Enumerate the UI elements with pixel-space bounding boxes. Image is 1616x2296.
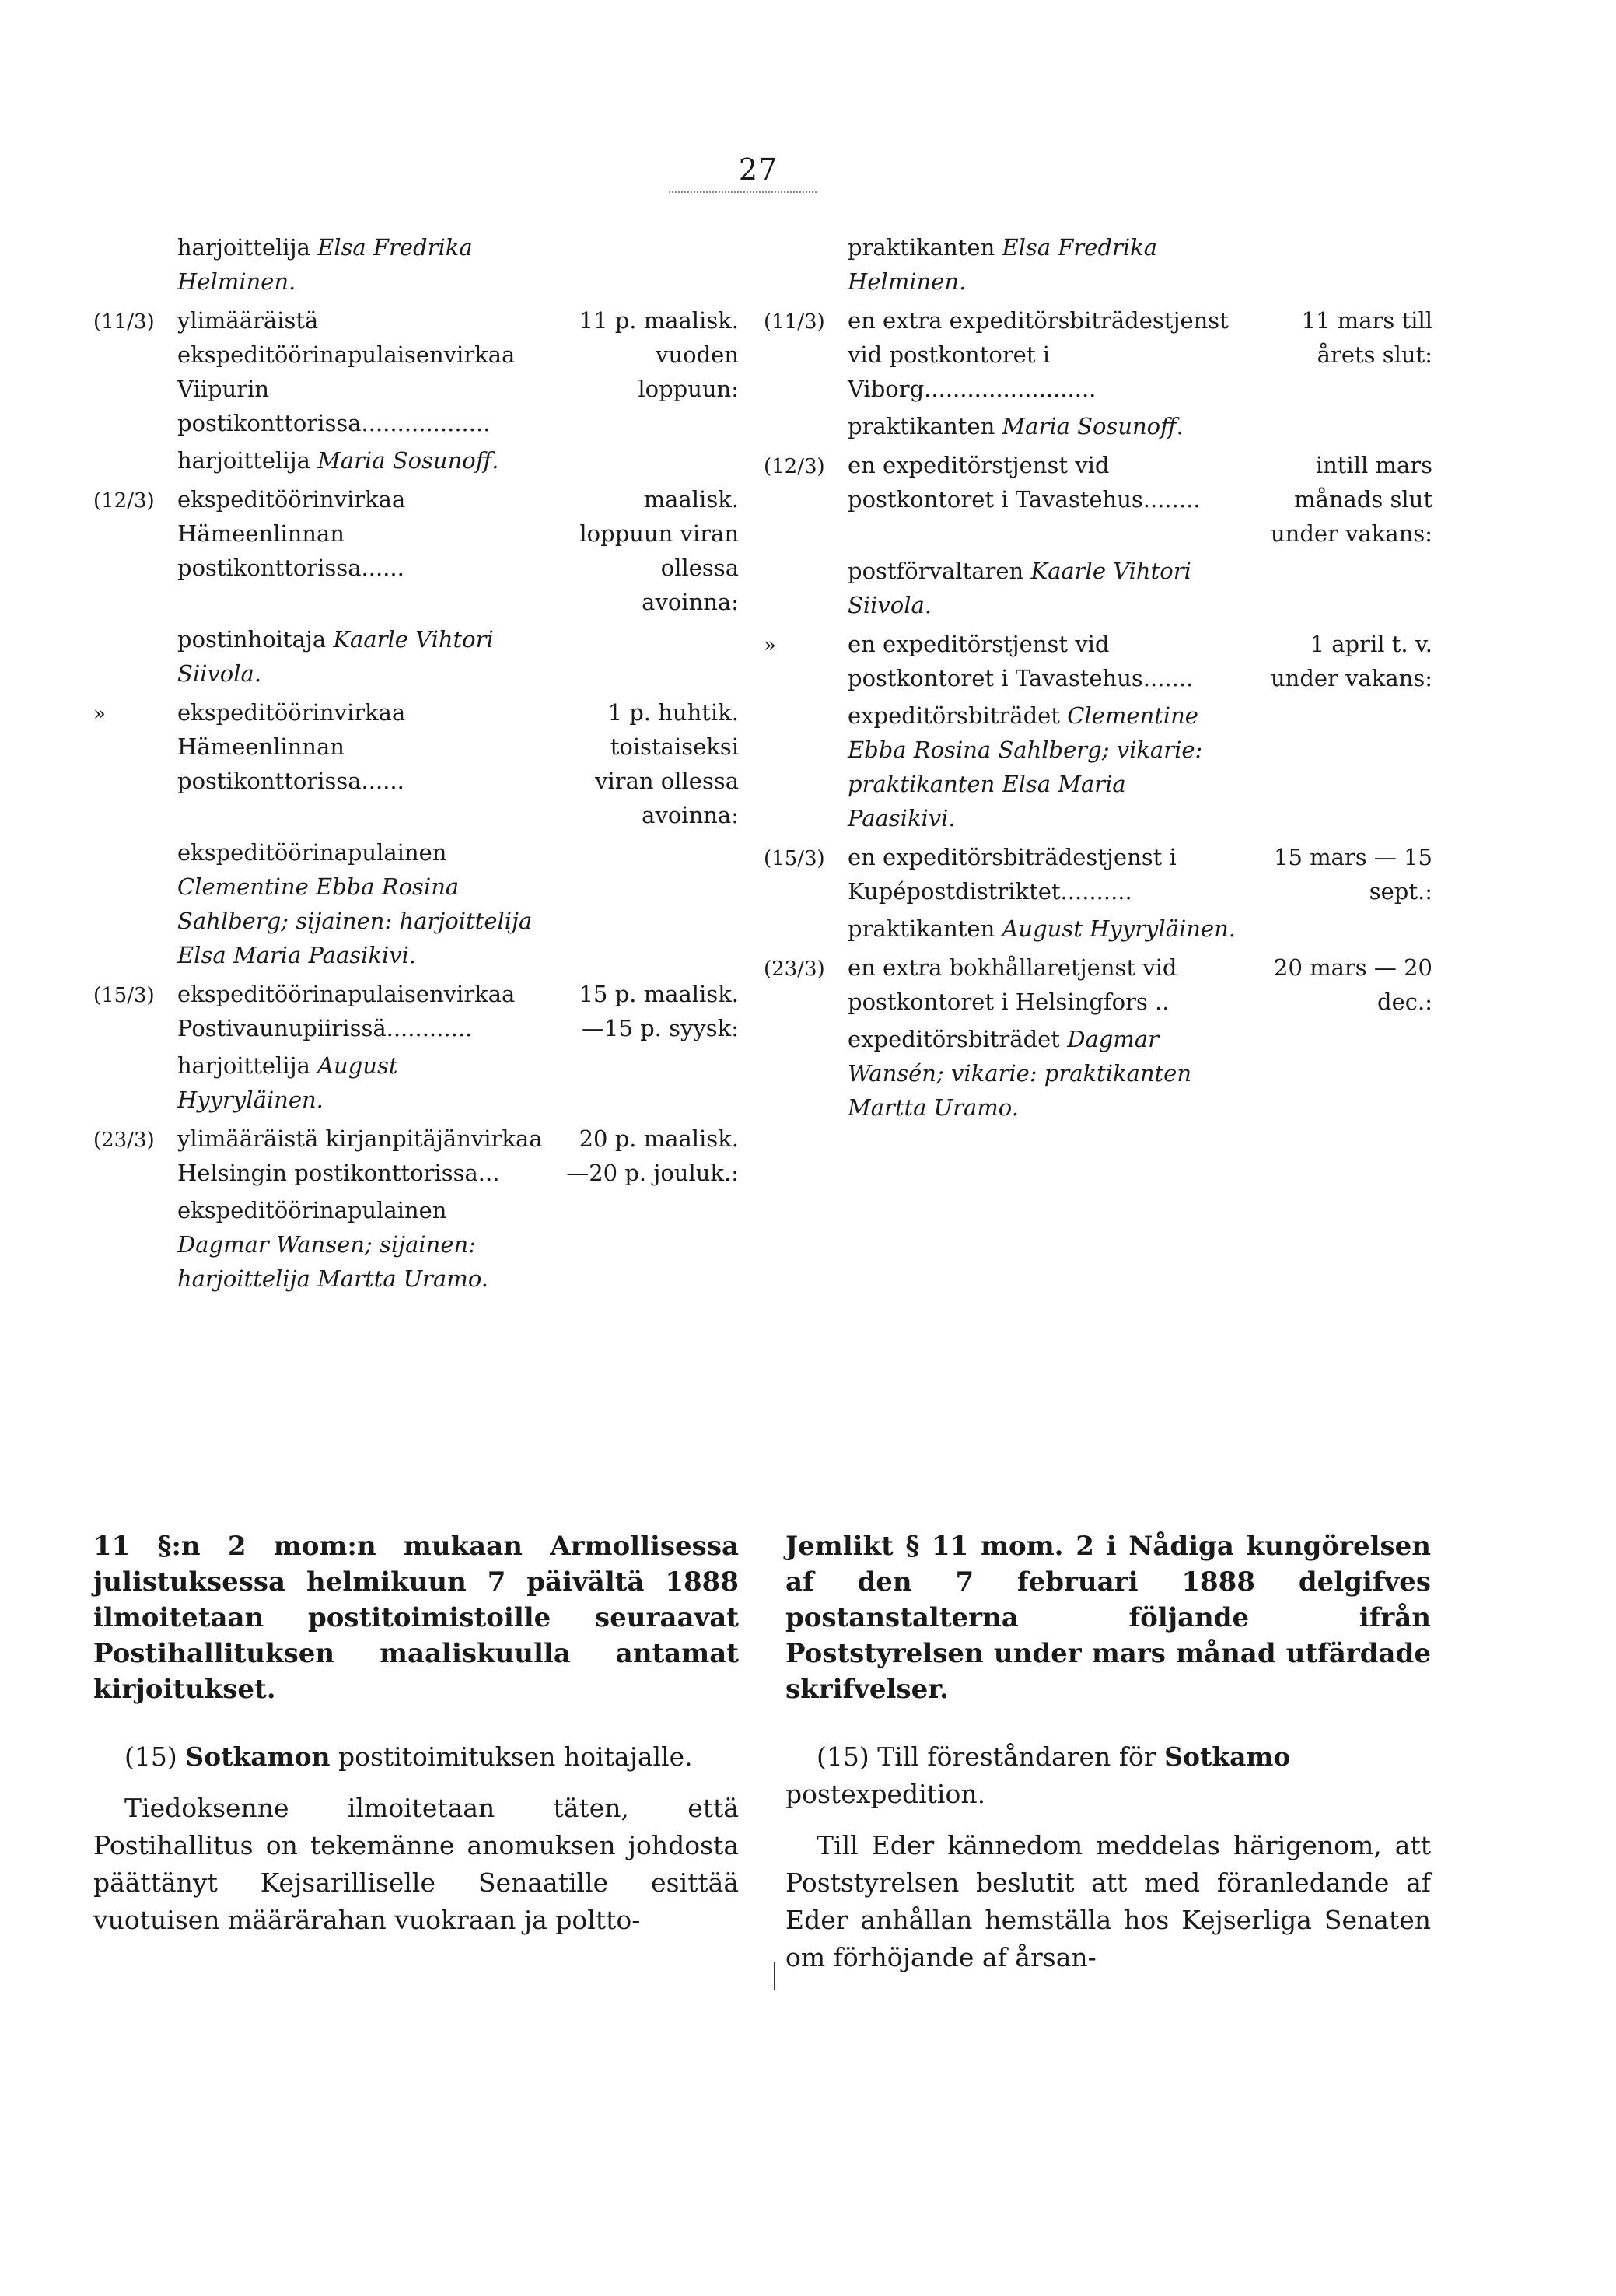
- entry-person: [764, 698, 1432, 835]
- swedish-subheading-place: Sotkamo: [1164, 1741, 1291, 1772]
- entry-date: (23/3): [93, 1129, 155, 1152]
- entry-period: 20 p. maalisk. —20 p. jouluk.:: [566, 1125, 739, 1186]
- entry-description: en extra bokhållaretjenst vid postkontoret i Helsingfors ..: [848, 954, 1177, 1015]
- person-title: expeditörsbiträdet: [848, 1026, 1068, 1052]
- entry-description: en expeditörstjenst vid postkontoret i Tavastehus.......: [848, 631, 1194, 691]
- entry-row: [93, 303, 739, 440]
- person-title: praktikanten: [848, 915, 1002, 942]
- person-title: praktikanten: [848, 234, 1002, 261]
- person-name: August Hyyryläinen.: [1002, 915, 1236, 942]
- entry-period: maalisk. loppuun viran ollessa avoinna:: [579, 486, 739, 615]
- entry-row: [764, 303, 1432, 406]
- finnish-subheading-rest: postitoimituksen hoitajalle.: [330, 1741, 693, 1772]
- entry-row: [93, 695, 739, 832]
- appointment-entry: [764, 448, 1432, 622]
- entry-description: en expeditörsbiträdestjenst i Kupépostdistriktet..........: [848, 844, 1177, 905]
- finnish-bottom-section: [93, 1528, 739, 1939]
- entry-person: [93, 622, 739, 691]
- swedish-subheading-rest: postexpedition.: [785, 1779, 986, 1809]
- entry-person: [93, 835, 739, 972]
- column-divider-mark: [774, 1962, 775, 1990]
- entry-row: [764, 840, 1432, 908]
- entry-date: (11/3): [93, 310, 155, 334]
- appointment-entry: [93, 1122, 739, 1296]
- entry-period: 15 p. maalisk. —15 p. syysk:: [579, 981, 739, 1041]
- person-name: Maria Sosunoff.: [317, 447, 499, 474]
- entry-date: »: [93, 702, 106, 726]
- entry-period: 1 p. huhtik. toistaiseksi viran ollessa avoinna:: [595, 699, 739, 828]
- entry-person: [764, 554, 1432, 622]
- finnish-subheading-number: (15): [124, 1741, 177, 1772]
- entry-description: ylimääräistä ekspeditöörinapulaisenvirkaa Viipurin postikonttorissa..................: [177, 307, 516, 436]
- appointment-entry: [93, 482, 739, 691]
- person-name: Elsa Fredrika Helminen.: [848, 234, 1158, 295]
- entry-description: en extra expeditörsbiträdestjenst vid postkontoret i Viborg........................: [848, 307, 1229, 402]
- appointment-entry: [93, 303, 739, 478]
- entry-person: [93, 230, 739, 299]
- person-title: harjoittelija: [177, 447, 318, 474]
- person-name: Kaarle Vihtori Siivola.: [177, 626, 494, 687]
- entry-row: [764, 627, 1432, 695]
- entry-date: (23/3): [764, 957, 825, 981]
- person-title: harjoittelija: [177, 234, 318, 261]
- entry-period: 1 april t. v. under vakans:: [1270, 631, 1432, 691]
- swedish-bottom-section: [785, 1528, 1431, 1976]
- swedish-subheading-pre: Till föreståndaren för: [877, 1741, 1165, 1772]
- swedish-subheading: [785, 1738, 1431, 1813]
- entry-period: 15 mars — 15 sept.:: [1274, 844, 1432, 905]
- entry-row: [764, 448, 1432, 551]
- finnish-heading: 11 §:n 2 mom:n mukaan Armollisessa julistuksessa helmikuun 7 päivältä 1888 ilmoitetaan postitoimistoille seuraavat Postihallituksen maaliskuulla antamat kirjoitukset.: [93, 1531, 739, 1705]
- entry-person: [93, 1193, 739, 1296]
- entry-description: ekspeditöörinapulaisenvirkaa Postivaunupiirissä............: [177, 981, 516, 1041]
- entry-period: 20 mars — 20 dec.:: [1274, 954, 1432, 1015]
- entry-person: [764, 912, 1432, 946]
- person-title: expeditörsbiträdet: [848, 702, 1068, 729]
- person-title: ekspeditöörinapulainen: [177, 1197, 447, 1223]
- entry-date: (12/3): [764, 455, 825, 478]
- swedish-subheading-number: (15): [817, 1741, 869, 1772]
- person-name: Kaarle Vihtori Siivola.: [848, 558, 1191, 618]
- entry-description: ylimääräistä kirjanpitäjänvirkaa Helsingin postikonttorissa...: [177, 1125, 543, 1186]
- person-name: Dagmar Wansen; sijainen: harjoittelija Martta Uramo.: [177, 1231, 488, 1292]
- appointment-entry: [93, 230, 739, 299]
- entry-period: 11 mars till årets slut:: [1301, 307, 1432, 368]
- entry-description: ekspeditöörinvirkaa Hämeenlinnan postikonttorissa......: [177, 486, 406, 581]
- person-name: Clementine Ebba Rosina Sahlberg; sijainen: harjoittelija Elsa Maria Paasikivi.: [177, 873, 533, 968]
- finnish-subheading-place: Sotkamon: [185, 1741, 331, 1772]
- entry-person: [93, 443, 739, 478]
- finnish-subheading: [93, 1738, 739, 1776]
- entry-row: [93, 977, 739, 1045]
- page-number: 27: [738, 152, 778, 187]
- appointment-entry: [93, 695, 739, 972]
- person-name: August Hyyryläinen.: [177, 1052, 398, 1113]
- appointment-entry: [764, 230, 1432, 299]
- entry-date: (15/3): [764, 847, 825, 870]
- swedish-paragraph: Till Eder kännedom meddelas härigenom, att Poststyrelsen beslutit att med föranledande af Eder anhållan hemställa hos Kejserliga Senaten om förhöjande af årsan-: [785, 1830, 1431, 1972]
- appointment-entry: [93, 977, 739, 1117]
- person-name: Elsa Fredrika Helminen.: [177, 234, 473, 295]
- entry-period: intill mars månads slut under vakans:: [1270, 452, 1432, 547]
- entry-date: »: [764, 634, 776, 657]
- swedish-heading: Jemlikt § 11 mom. 2 i Nådiga kungörelsen af den 7 februari 1888 delgifves postanstalterna följande ifrån Poststyrelsen under mars månad utfärdade skrifvelser.: [785, 1531, 1431, 1705]
- finnish-paragraph: Tiedoksenne ilmoitetaan täten, että Postihallitus on tekemänne anomuksen johdosta päättänyt Kejsarilliselle Senaatille esittää vuotuisen määrärahan vuokraan ja poltto-: [93, 1793, 739, 1935]
- person-name: Clementine Ebba Rosina Sahlberg; vikarie: praktikanten Elsa Maria Paasikivi.: [848, 702, 1203, 831]
- page-number-rule: [669, 191, 817, 193]
- entry-person: [764, 1022, 1432, 1125]
- person-title: ekspeditöörinapulainen: [177, 839, 447, 866]
- entry-person: [93, 1048, 739, 1117]
- entry-period: 11 p. maalisk. vuoden loppuun:: [579, 307, 739, 402]
- entry-description: ekspeditöörinvirkaa Hämeenlinnan postikonttorissa......: [177, 699, 406, 794]
- person-title: postförvaltaren: [848, 558, 1031, 584]
- person-title: harjoittelija: [177, 1052, 318, 1079]
- entry-person: [764, 409, 1432, 443]
- person-title: praktikanten: [848, 413, 1002, 439]
- appointment-entry: [764, 303, 1432, 443]
- appointment-entry: [764, 840, 1432, 946]
- entry-date: (11/3): [764, 310, 825, 334]
- appointment-entry: [764, 950, 1432, 1125]
- entry-person: [764, 230, 1432, 299]
- person-title: postinhoitaja: [177, 626, 334, 653]
- entry-date: (12/3): [93, 489, 155, 513]
- entry-description: en expeditörstjenst vid postkontoret i Tavastehus........: [848, 452, 1201, 513]
- entry-row: [93, 482, 739, 619]
- finnish-column: [93, 227, 739, 1300]
- entry-row: [93, 1122, 739, 1190]
- entry-row: [764, 950, 1432, 1019]
- appointment-entry: [764, 627, 1432, 835]
- swedish-column: [764, 227, 1432, 1129]
- entry-date: (15/3): [93, 984, 155, 1007]
- person-name: Maria Sosunoff.: [1002, 413, 1184, 439]
- person-name: Dagmar Wansén; vikarie: praktikanten Martta Uramo.: [848, 1026, 1192, 1121]
